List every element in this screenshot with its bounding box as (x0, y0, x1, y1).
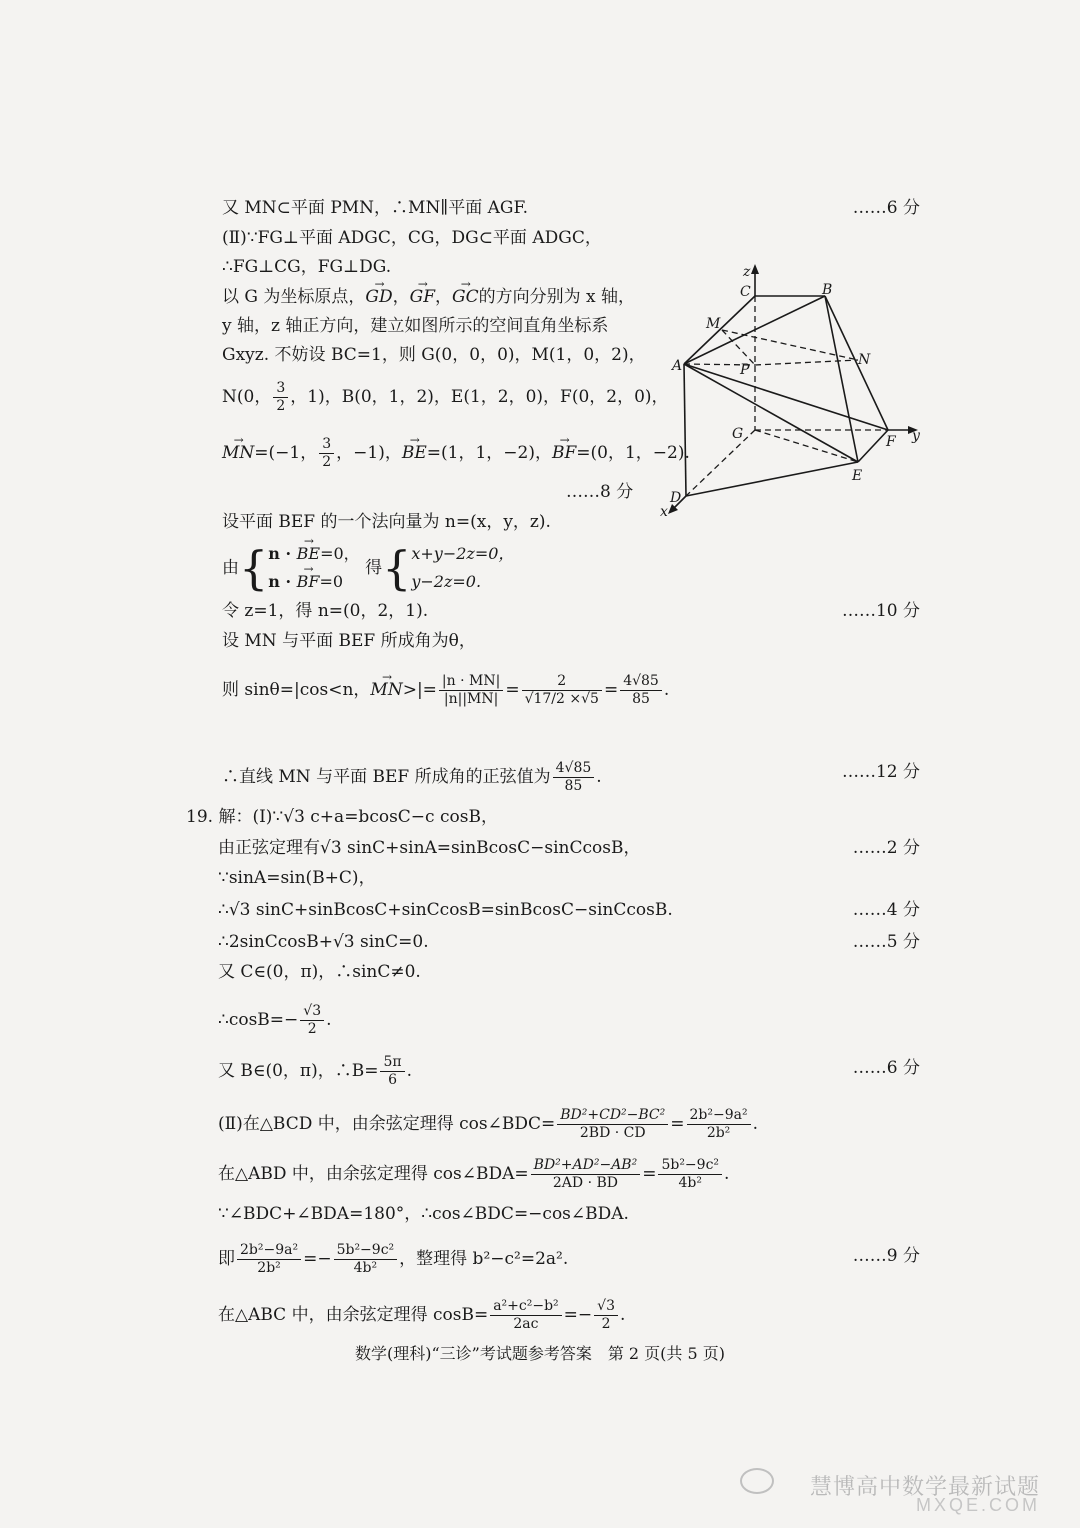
text-line: y 轴，z 轴正方向，建立如图所示的空间直角坐标系 (222, 316, 609, 336)
text-line: ∵∠BDC+∠BDA=180°，∴cos∠BDC=−cos∠BDA. (218, 1204, 629, 1224)
wechat-logo-icon (740, 1468, 774, 1494)
label-c: C (740, 284, 751, 300)
score-mark: ……4 分 (852, 900, 920, 920)
label-z: z (743, 264, 751, 280)
label-x: x (660, 504, 668, 520)
label-p: P (740, 362, 750, 378)
text-line: 则 sinθ=|cos<n，→ MN>|= $\frac{|n \cdot MN|}{|n||MN|}$ = $\frac{2}{√17/2 \times√5}$ = $\frac{4√85}{85}$ . (222, 673, 669, 708)
watermark-text: 慧博高中数学最新试题 (809, 1474, 1040, 1499)
text-span: ，1)，B(0，1，2)，E(1，2，0)，F(0，2，0)， (290, 387, 669, 407)
vector-gd: → GD (365, 285, 392, 309)
vector-mn: → MN (222, 441, 254, 465)
text-line: 令 z=1，得 n=(0，2，1). (222, 601, 429, 621)
text-line (222, 380, 669, 415)
score-mark: ……8 分 (566, 482, 634, 502)
text-line: 以 G 为坐标原点，→ GD，→ GF，→ GC的方向分别为 x 轴， (222, 285, 635, 309)
text-line: 设平面 BEF 的一个法向量为 n=(x，y，z). (222, 512, 551, 532)
label-y: y (912, 428, 920, 444)
text-line: ∴直线 MN 与平面 BEF 所成角的正弦值为 $\frac{4√85}{85}$ . (222, 760, 602, 794)
text-line: 又 B∈(0，π)，∴B= $\frac{5\pi}{6}$ . (218, 1054, 412, 1088)
page-footer: 数学(理科)“三诊”考试题参考答案 第 2 页(共 5 页) (354, 1344, 726, 1363)
vector-bf: → BF (552, 441, 576, 465)
score-mark: ……6 分 (852, 198, 920, 218)
text-line: 又 C∈(0，π)，∴sinC≠0. (218, 962, 421, 982)
text-line: ∴√3 sinC+sinBcosC+sinCcosB=sinBcosC−sinCcosB. (218, 900, 673, 920)
text-line: Gxyz. 不妨设 BC=1，则 G(0，0，0)，M(1，0，2)， (222, 345, 646, 365)
label-d: D (670, 490, 682, 506)
text-line: 由正弦定理有√3 sinC+sinA=sinBcosC−sinCcosB， (218, 838, 641, 858)
score-mark: ……2 分 (852, 838, 920, 858)
vector-be: → BE (402, 441, 427, 465)
text-line: 在△ABD 中，由余弦定理得 cos∠BDA= $\frac{\text{BD²+AD²−AB²}}{2AD \cdot BD}$ = $\frac{\text{5b²−9c²}}{\text{4b²}}$ . (218, 1157, 730, 1191)
label-f: F (886, 434, 896, 450)
label-a: A (672, 358, 683, 374)
text-line: 在△ABC 中，由余弦定理得 cosB= $\frac{\text{a²+c²−b²}}{2ac}$ =− $\frac{√3}{2}$ . (218, 1298, 626, 1332)
score-mark: ……9 分 (852, 1246, 920, 1266)
text-line: ∴FG⊥CG，FG⊥DG. (222, 257, 392, 277)
text-line: 又 MN⊂平面 PMN，∴MN∥平面 AGF. (222, 198, 528, 218)
watermark-site: MXQE.COM (915, 1495, 1040, 1515)
score-mark: ……12 分 (841, 762, 920, 782)
score-mark: ……6 分 (852, 1058, 920, 1078)
equation-system: 由{n · → BE=0， n · → BF=0 得{x+y−2z=0， y−2z=0. (222, 540, 514, 600)
text-line: (Ⅱ)∵FG⊥平面 ADGC，CG，DG⊂平面 ADGC， (222, 228, 602, 248)
text-line: 即 $\frac{\text{2b²−9a²}}{\text{2b²}}$ =− $\frac{\text{5b²−9c²}}{\text{4b²}}$ ，整理得 b²−c²=2a². (218, 1242, 569, 1276)
label-b: B (822, 282, 833, 298)
text-line: ∴cosB=− $\frac{√3}{2}$ . (218, 1003, 332, 1037)
text-line: (Ⅱ)在△BCD 中，由余弦定理得 cos∠BDC= $\frac{\text{BD²+CD²−BC²}}{2BD \cdot CD}$ = $\frac{\text{2b²−9a²}}{\text{2b²}}$ . (218, 1107, 758, 1141)
text-line: ∴2sinCcosB+√3 sinC=0. (218, 932, 429, 952)
score-mark: ……10 分 (841, 601, 920, 621)
label-e: E (852, 468, 863, 484)
text-line: ∵sinA=sin(B+C)， (218, 868, 376, 888)
vector-gf: → GF (410, 285, 435, 309)
label-m: M (706, 316, 721, 332)
fraction: $\frac{3}{2}$ (273, 380, 288, 415)
label-n: N (858, 352, 871, 368)
score-mark: ……5 分 (852, 932, 920, 952)
fraction: $\frac{3}{2}$ (319, 436, 334, 471)
text-span: N(0， (222, 387, 272, 407)
question-heading: 19. 解：(Ⅰ)∵√3 c+a=bcosC−c cosB， (186, 807, 498, 827)
text-span: 以 G 为坐标原点， (222, 287, 366, 307)
label-g: G (732, 426, 744, 442)
text-span: 的方向分别为 x 轴， (478, 287, 635, 307)
text-line: 设 MN 与平面 BEF 所成角为θ， (222, 631, 476, 651)
text-line: → MN=(−1， $\frac{3}{2}$ ，−1)，→ BE=(1，1，−2)，→ BF=(0，1，−2). (222, 436, 690, 471)
geometry-figure (650, 260, 930, 520)
vector-gc: → GC (452, 285, 479, 309)
